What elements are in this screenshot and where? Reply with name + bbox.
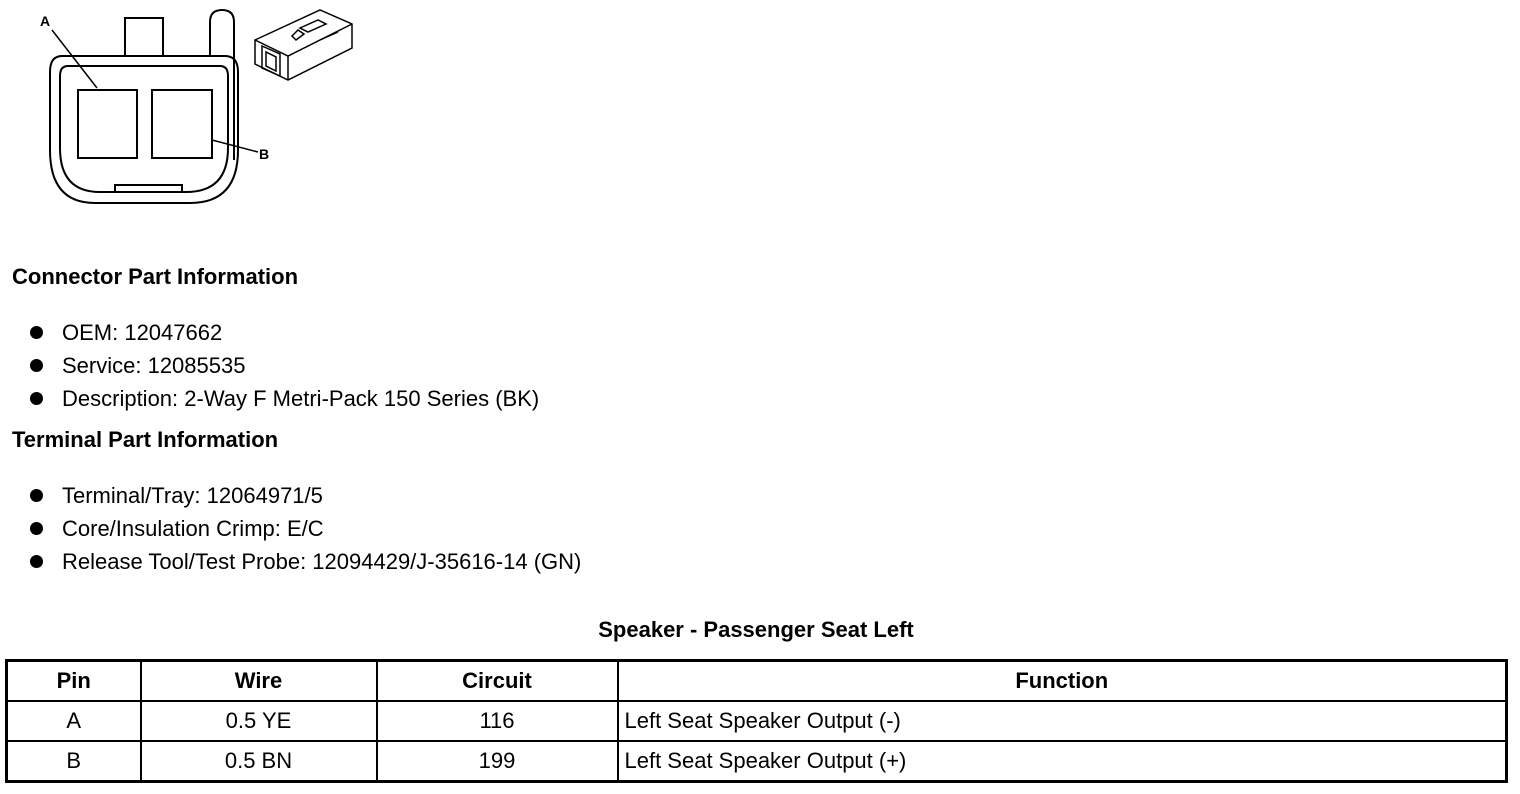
list-item-text: Terminal/Tray: 12064971/5: [62, 483, 323, 508]
table-row: [7, 701, 1507, 741]
bullet-icon: [30, 489, 43, 502]
connector-isometric-view: [255, 10, 352, 80]
cell-pin: A: [7, 701, 141, 741]
list-item: [28, 382, 539, 415]
connector-inner-body: [60, 66, 228, 192]
connector-part-heading: Connector Part Information: [12, 264, 299, 289]
callout-b: B: [259, 146, 270, 162]
leader-line-a: [52, 30, 97, 88]
cell-circuit: 116: [377, 701, 618, 741]
column-header-function: Function: [618, 661, 1507, 702]
list-item-text: Release Tool/Test Probe: 12094429/J-35616-14 (GN): [62, 549, 582, 574]
cell-function: Left Seat Speaker Output (-): [618, 701, 1507, 741]
bullet-icon: [30, 326, 43, 339]
table-row: [7, 741, 1507, 782]
pin-table-title: Speaker - Passenger Seat Left: [598, 617, 914, 642]
list-item: [28, 512, 581, 545]
connector-part-list: [28, 316, 539, 415]
callout-a: A: [40, 13, 51, 29]
cavity-b: [152, 90, 212, 158]
cell-wire: 0.5 BN: [141, 741, 377, 782]
list-item: [28, 349, 539, 382]
terminal-part-heading: Terminal Part Information: [12, 427, 279, 452]
cell-function: Left Seat Speaker Output (+): [618, 741, 1507, 782]
list-item-text: Core/Insulation Crimp: E/C: [62, 516, 324, 541]
bullet-icon: [30, 392, 43, 405]
list-item-text: OEM: 12047662: [62, 320, 223, 345]
list-item-text: Description: 2-Way F Metri-Pack 150 Series (BK): [62, 386, 540, 411]
bullet-icon: [30, 522, 43, 535]
connector-bottom-key: [115, 185, 182, 192]
table-header-row: [7, 661, 1507, 702]
connector-latch-tab: [125, 18, 163, 56]
terminal-part-list: [28, 479, 581, 578]
list-item-text: Service: 12085535: [62, 353, 246, 378]
pin-table: [5, 659, 1508, 783]
cell-circuit: 199: [377, 741, 618, 782]
connector-lock-finger: [210, 10, 234, 160]
bullet-icon: [30, 555, 43, 568]
connector-face-diagram: [0, 0, 370, 215]
list-item: [28, 479, 581, 512]
list-item: [28, 316, 539, 349]
bullet-icon: [30, 359, 43, 372]
column-header-wire: Wire: [141, 661, 377, 702]
cell-pin: B: [7, 741, 141, 782]
column-header-circuit: Circuit: [377, 661, 618, 702]
cavity-a: [78, 90, 137, 158]
cell-wire: 0.5 YE: [141, 701, 377, 741]
list-item: [28, 545, 581, 578]
column-header-pin: Pin: [7, 661, 141, 702]
